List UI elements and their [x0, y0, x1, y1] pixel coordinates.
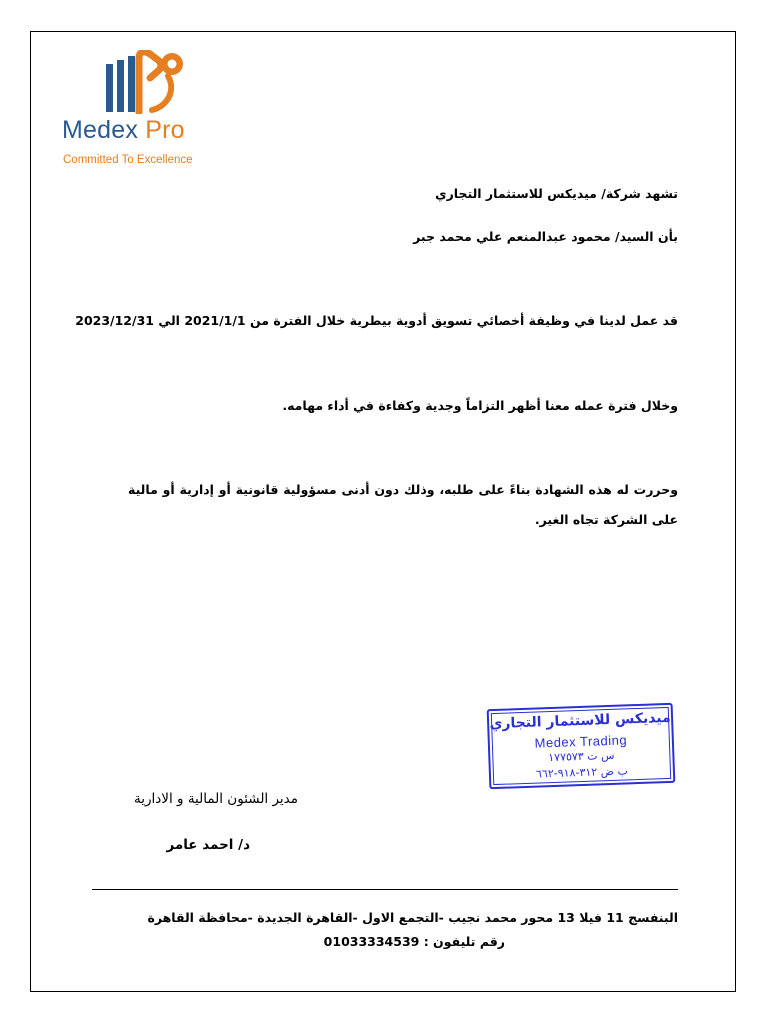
- stamp-company-name-en: Medex Trading: [534, 732, 628, 751]
- signatory-title: مدير الشئون المالية و الادارية: [133, 791, 298, 807]
- footer-phone: رقم تليفون : 01033334539: [323, 934, 505, 949]
- stamp-registration: س ت ١٧٧٥٧٣: [548, 748, 615, 765]
- letter-line-employment-period: قد عمل لدينا في وظيفة أخصائي تسويق أدوية بيطرية خلال الفترة من 2021/1/1 الي 2023/12/31: [75, 313, 678, 328]
- letter-line-certify: تشهد شركة/ ميديكس للاستثمار التجاري: [435, 186, 678, 201]
- stamp-pobox: ب ض ٣١٢-٩١٨-٦٦٢: [535, 764, 629, 781]
- letter-line-employee: بأن السيد/ محمود عبدالمنعم علي محمد جبر: [413, 229, 678, 244]
- letter-paragraph-disclaimer: وحررت له هذه الشهادة بناءً على طلبه، وذلك دون أدنى مسؤولية قانونية أو إدارية أو مالية على الشركة تجاه الغير.: [128, 482, 678, 527]
- brand-name: Medex Pro: [62, 116, 185, 144]
- signatory-name: د/ احمد عامر: [166, 837, 250, 853]
- footer-divider: [92, 889, 678, 890]
- company-stamp: [487, 703, 676, 789]
- letter-line-performance: وخلال فترة عمله معنا أظهر التزاماً وجدية وكفاءة في أداء مهامه.: [282, 398, 678, 413]
- company-logo: [62, 50, 222, 170]
- stamp-company-name: ميديكس للاستثمار التجاري: [489, 709, 671, 733]
- brand-tagline: Committed To Excellence: [63, 154, 193, 166]
- footer-address: البنفسج 11 فيلا 13 محور محمد نجيب -التجمع الاول -القاهرة الجديدة -محافظة القاهرة: [147, 910, 678, 925]
- medex-logo-icon: [106, 50, 196, 114]
